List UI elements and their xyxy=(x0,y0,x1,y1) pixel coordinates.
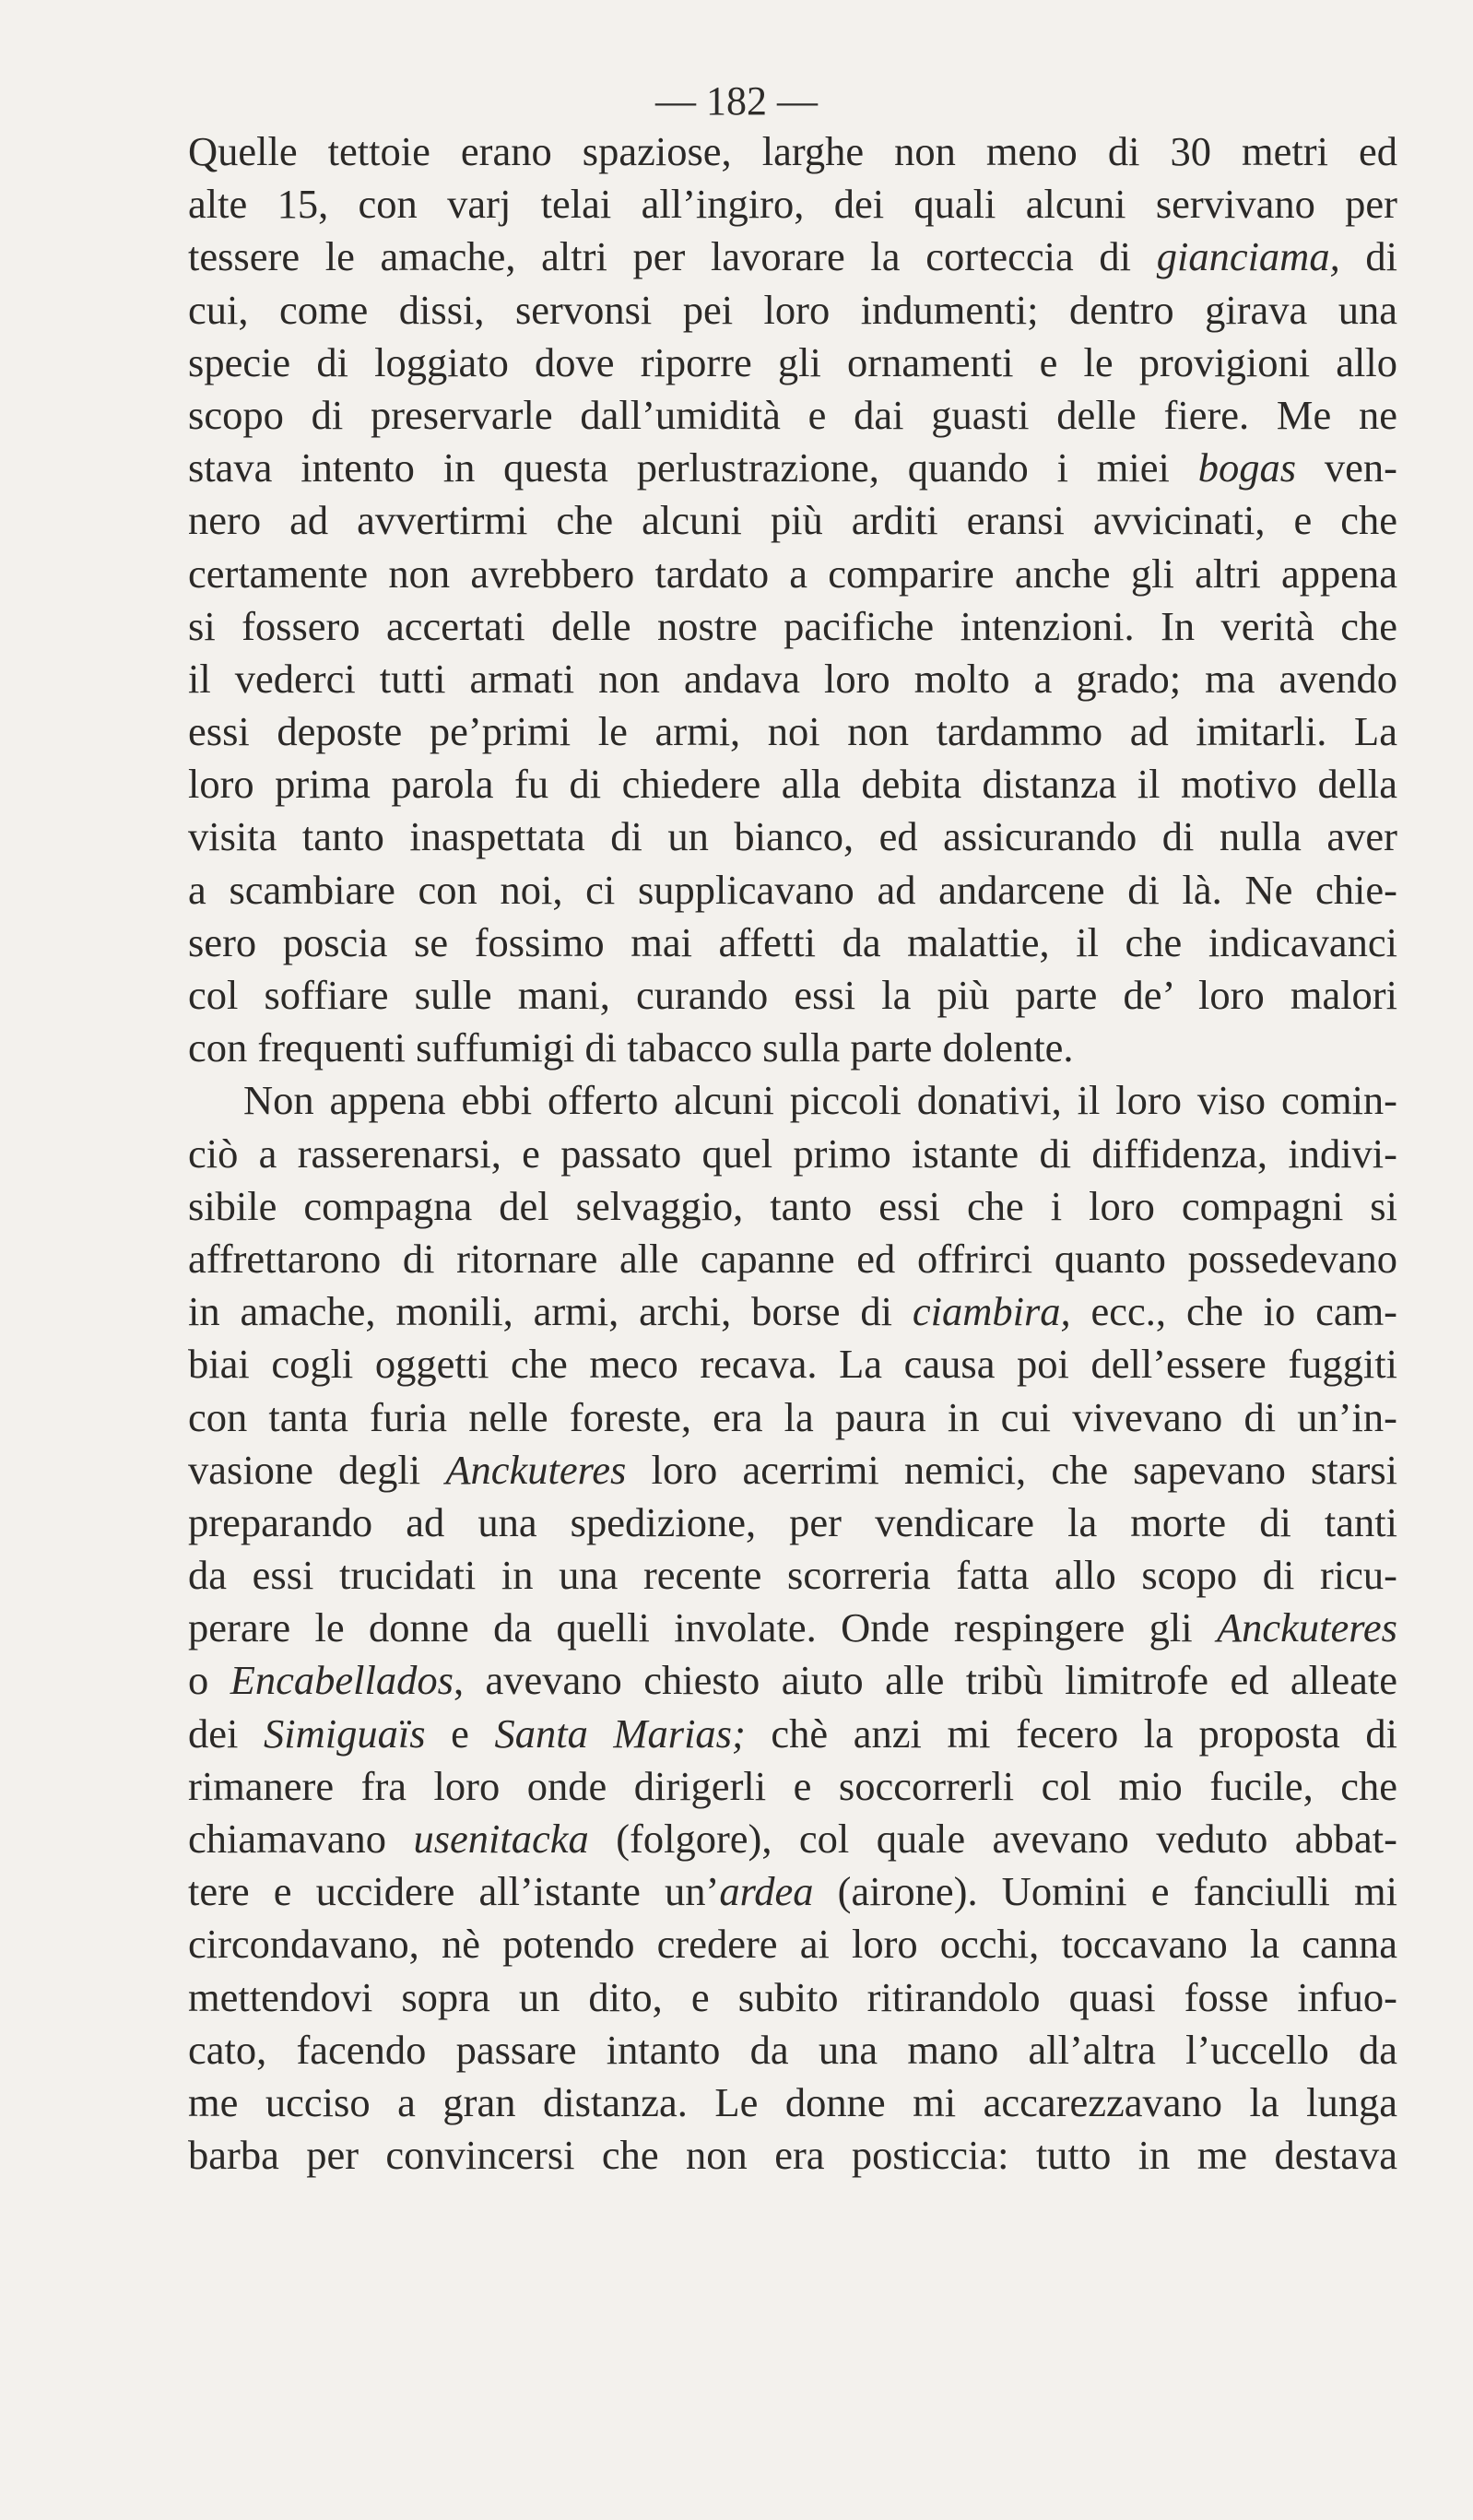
paragraph xyxy=(188,1074,1397,2182)
text-segment: alte 15, con varj telai all’ingiro, dei quali alcuni servivano per xyxy=(188,181,1397,228)
text-segment: rimanere fra loro onde dirigerli e soccorrerli col mio fucile, che xyxy=(188,1762,1397,1809)
text-segment: stava intento in questa perlustrazione, quando i miei xyxy=(188,444,1198,491)
text-segment: tessere le amache, altri per lavorare la corteccia di xyxy=(188,233,1157,280)
text-line xyxy=(188,1233,1397,1285)
text-line xyxy=(188,178,1397,231)
text-segment: affrettarono di ritornare alle capanne ed offrirci quanto possedevano xyxy=(188,1235,1397,1282)
text-segment: circondavano, nè potendo credere ai loro occhi, toccavano la canna xyxy=(188,1921,1397,1968)
italic-term: usenitacka xyxy=(413,1816,589,1862)
text-line xyxy=(188,1285,1397,1338)
text-segment: visita tanto inaspettata di un bianco, ed assicurando di nulla aver xyxy=(188,813,1397,860)
italic-term: gianciama, xyxy=(1156,233,1340,280)
text-line xyxy=(188,810,1397,863)
text-line xyxy=(188,125,1397,178)
text-line xyxy=(188,2129,1397,2182)
text-line xyxy=(188,1760,1397,1813)
italic-term: Encabellados xyxy=(230,1657,454,1704)
text-segment: o xyxy=(188,1657,230,1704)
text-line xyxy=(188,705,1397,758)
text-line xyxy=(188,1602,1397,1654)
text-segment: scopo di preservarle dall’umidità e dai guasti delle fiere. Me ne xyxy=(188,391,1397,438)
text-line xyxy=(188,917,1397,969)
text-segment: preparando ad una spedizione, per vendicare la morte di tanti xyxy=(188,1498,1397,1545)
text-line xyxy=(188,1022,1397,1074)
text-segment: ecc., che io cam- xyxy=(1070,1288,1398,1335)
text-segment: (folgore), col quale avevano veduto abbat- xyxy=(588,1816,1397,1862)
text-line xyxy=(188,1338,1397,1390)
text-line xyxy=(188,1971,1397,2024)
page-number: — 182 — xyxy=(655,78,818,124)
text-segment: chiamavano xyxy=(188,1816,414,1862)
text-segment: certamente non avrebbero tardato a comparire anche gli altri appena xyxy=(188,550,1397,597)
paragraph xyxy=(188,125,1397,1074)
text-line xyxy=(188,2076,1397,2129)
text-line xyxy=(188,1128,1397,1180)
text-line xyxy=(188,442,1397,494)
text-line xyxy=(188,600,1397,653)
text-segment: tere e uccidere all’istante un’ xyxy=(188,1868,720,1915)
text-segment: essi deposte pe’primi le armi, noi non tardammo ad imitarli. La xyxy=(188,708,1397,755)
text-segment: ven- xyxy=(1296,444,1397,491)
body-text xyxy=(188,125,1397,2182)
text-segment: col soffiare sulle mani, curando essi la più parte de’ loro malori xyxy=(188,972,1397,1018)
text-segment: sero poscia se fossimo mai affetti da malattie, il che indicavanci xyxy=(188,918,1397,965)
text-segment: sibile compagna del selvaggio, tanto essi che i loro compagni si xyxy=(188,1182,1397,1229)
text-segment: chè anzi mi fecero la proposta di xyxy=(745,1710,1397,1757)
text-segment: cui, come dissi, servonsi pei loro indumenti; dentro girava una xyxy=(188,286,1397,333)
text-segment: loro prima parola fu di chiedere alla debita distanza il motivo della xyxy=(188,761,1397,808)
italic-term: Anckuteres xyxy=(1216,1604,1397,1651)
text-line xyxy=(188,864,1397,917)
text-line xyxy=(188,389,1397,442)
text-line xyxy=(188,1654,1397,1707)
italic-term: bogas xyxy=(1197,444,1297,491)
text-segment: con tanta furia nelle foreste, era la paura in cui vivevano di un’in- xyxy=(188,1393,1397,1440)
text-segment: barba per convincersi che non era posticcia: tutto in me destava xyxy=(188,2132,1397,2179)
text-segment: vasione degli xyxy=(188,1446,446,1493)
text-segment: perare le donne da quelli involate. Onde respingere gli xyxy=(188,1604,1217,1651)
text-line xyxy=(188,337,1397,389)
text-line xyxy=(188,653,1397,705)
text-segment: e xyxy=(425,1710,495,1757)
text-segment: in amache, monili, armi, archi, borse di xyxy=(188,1288,913,1335)
text-segment: cato, facendo passare intanto da una mano all’altra l’uccello da xyxy=(188,2026,1397,2073)
text-segment: dei xyxy=(188,1710,264,1757)
text-line xyxy=(188,1180,1397,1233)
text-segment: ciò a rasserenarsi, e passato quel primo istante di diffidenza, indivi- xyxy=(188,1130,1397,1177)
text-line xyxy=(188,1074,1397,1127)
text-line xyxy=(188,1813,1397,1865)
text-line xyxy=(188,548,1397,600)
text-line xyxy=(188,1391,1397,1444)
text-segment: a scambiare con noi, ci supplicavano ad andarcene di là. Ne chie- xyxy=(188,866,1397,913)
italic-term: Anckuteres xyxy=(445,1446,627,1493)
text-line xyxy=(188,1549,1397,1602)
text-line xyxy=(188,494,1397,547)
text-line xyxy=(188,231,1397,283)
italic-term: ciambira, xyxy=(912,1288,1071,1335)
text-segment: il vederci tutti armati non andava loro molto a grado; ma avendo xyxy=(188,655,1397,702)
text-segment: nero ad avvertirmi che alcuni più arditi eransi avvicinati, e che xyxy=(188,497,1397,544)
text-line xyxy=(188,1497,1397,1549)
text-line xyxy=(188,284,1397,337)
text-segment: di xyxy=(1339,233,1397,280)
text-segment: Non appena ebbi offerto alcuni piccoli donativi, il loro viso comin- xyxy=(243,1077,1397,1124)
italic-term: Simiguaïs xyxy=(263,1710,426,1757)
text-line xyxy=(188,1708,1397,1760)
text-segment: Quelle tettoie erano spaziose, larghe non meno di 30 metri ed xyxy=(188,128,1397,174)
text-segment: , avevano chiesto aiuto alle tribù limitrofe ed alleate xyxy=(453,1657,1398,1704)
italic-term: ardea xyxy=(719,1868,814,1915)
text-segment: loro acerrimi nemici, che sapevano starsi xyxy=(626,1446,1397,1493)
text-line xyxy=(188,2024,1397,2076)
text-segment: mettendovi sopra un dito, e subito ritirandolo quasi fosse infuo- xyxy=(188,1973,1397,2020)
text-segment: si fossero accertati delle nostre pacifiche intenzioni. In verità che xyxy=(188,602,1397,649)
text-line xyxy=(188,1865,1397,1918)
text-segment: (airone). Uomini e fanciulli mi xyxy=(813,1868,1397,1915)
text-line xyxy=(188,1918,1397,1970)
text-line xyxy=(188,969,1397,1022)
text-line xyxy=(188,1444,1397,1497)
italic-term: Santa Marias; xyxy=(494,1710,746,1757)
text-segment: con frequenti suffumigi di tabacco sulla parte dolente. xyxy=(188,1024,1074,1071)
text-segment: me ucciso a gran distanza. Le donne mi accarezzavano la lunga xyxy=(188,2078,1397,2125)
text-line xyxy=(188,758,1397,810)
text-segment: biai cogli oggetti che meco recava. La causa poi dell’essere fuggiti xyxy=(188,1341,1397,1388)
text-segment: da essi trucidati in una recente scorreria fatta allo scopo di ricu- xyxy=(188,1552,1397,1599)
text-segment: specie di loggiato dove riporre gli ornamenti e le provigioni allo xyxy=(188,338,1397,385)
